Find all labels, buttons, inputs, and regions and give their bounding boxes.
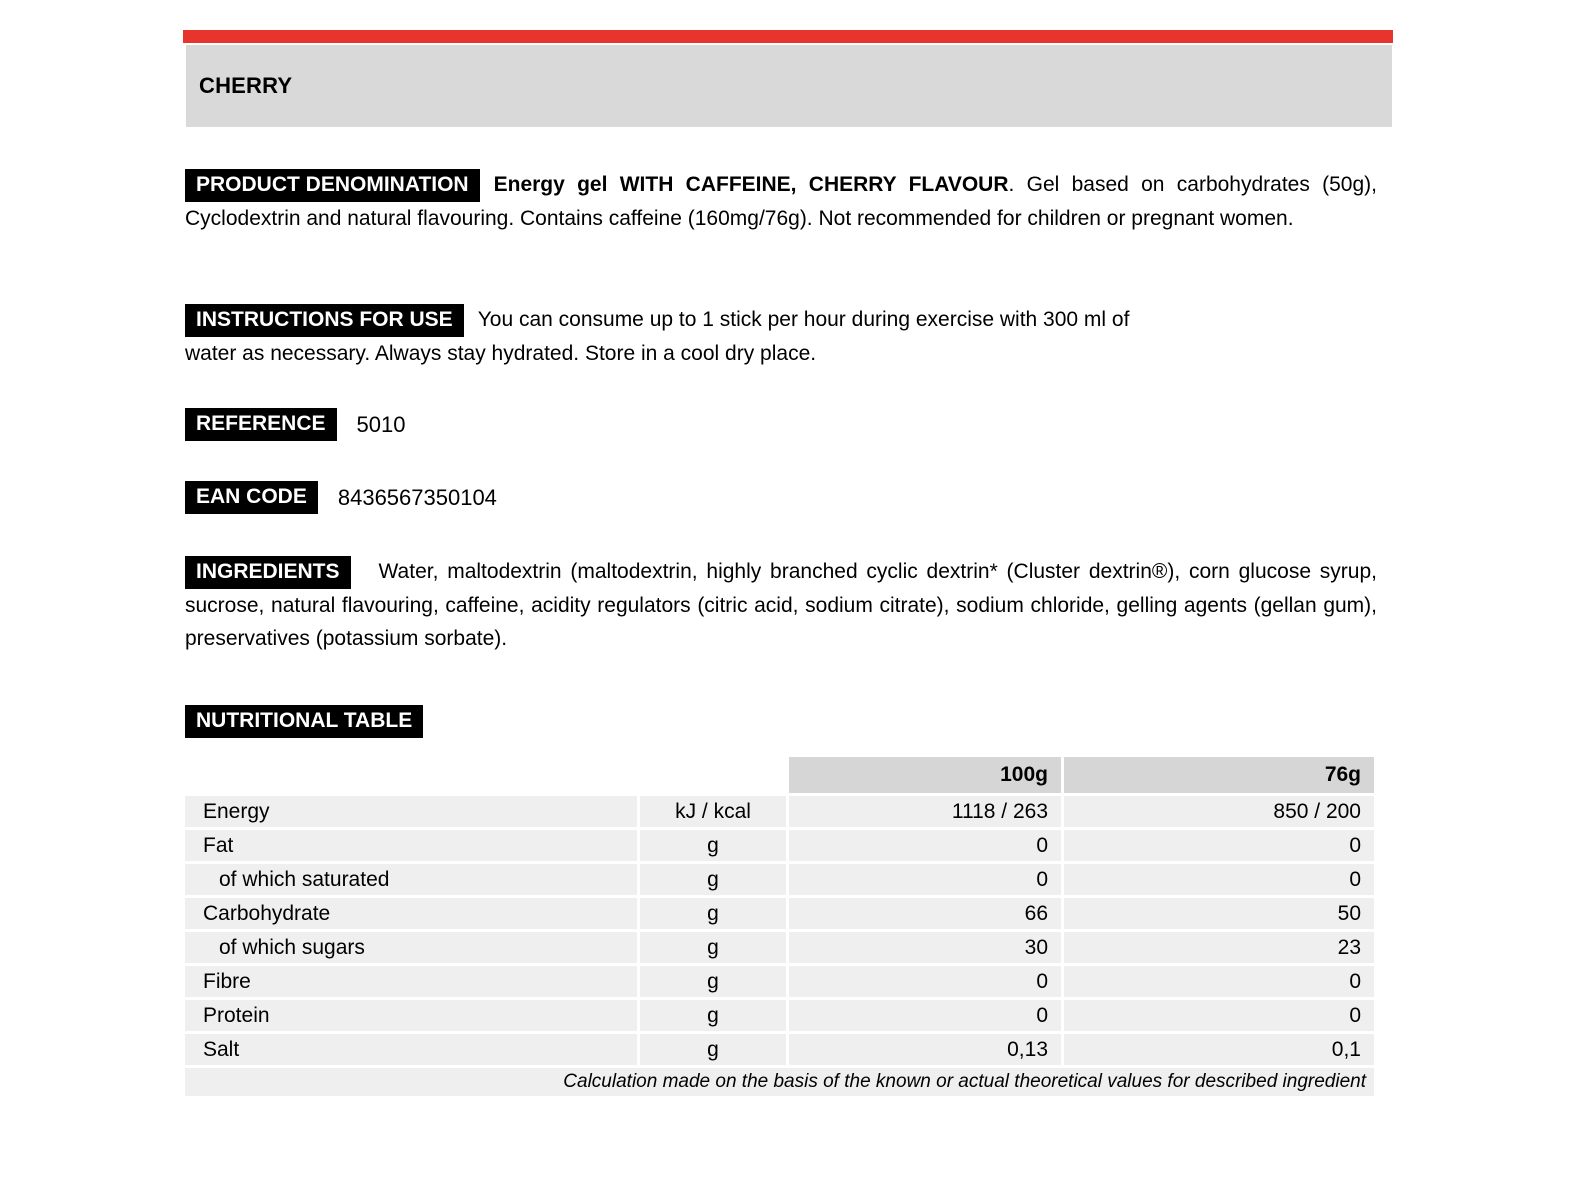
table-cell-unit: g	[640, 1000, 786, 1031]
reference-badge: REFERENCE	[185, 408, 337, 441]
table-header-100g: 100g	[789, 757, 1061, 793]
table-cell-per100: 0	[789, 830, 1061, 861]
table-cell-unit: g	[640, 830, 786, 861]
reference-section	[185, 408, 405, 441]
instructions-line-1: You can consume up to 1 stick per hour during exercise with 300 ml of	[477, 308, 1130, 331]
table-cell-per76: 0,1	[1064, 1034, 1374, 1065]
table-cell-per100: 66	[789, 898, 1061, 929]
table-cell-nutrient: Salt	[185, 1034, 637, 1065]
table-cell-unit: g	[640, 932, 786, 963]
table-cell-per100: 0	[789, 1000, 1061, 1031]
ingredients-badge: INGREDIENTS	[185, 556, 351, 589]
table-cell-per76: 0	[1064, 864, 1374, 895]
table-cell-per100: 0,13	[789, 1034, 1061, 1065]
nutritional-table-section	[185, 705, 423, 738]
table-cell-unit: g	[640, 966, 786, 997]
table-cell-nutrient: Carbohydrate	[185, 898, 637, 929]
table-cell-per76: 50	[1064, 898, 1374, 929]
table-cell-per100: 1118 / 263	[789, 796, 1061, 827]
table-cell-nutrient: Energy	[185, 796, 637, 827]
nutritional-table-badge: NUTRITIONAL TABLE	[185, 705, 423, 738]
ean-code-badge: EAN CODE	[185, 481, 318, 514]
table-cell-per76: 0	[1064, 1000, 1374, 1031]
table-cell-nutrient: Protein	[185, 1000, 637, 1031]
table-header-empty-nutrient	[185, 757, 637, 793]
table-cell-nutrient: Fibre	[185, 966, 637, 997]
table-cell-per76: 850 / 200	[1064, 796, 1374, 827]
table-cell-per100: 0	[789, 966, 1061, 997]
table-cell-nutrient: of which sugars	[185, 932, 637, 963]
table-cell-per76: 0	[1064, 966, 1374, 997]
instructions-line-2: water as necessary. Always stay hydrated. Store in a cool dry place.	[185, 342, 817, 365]
flavour-title: CHERRY	[199, 73, 293, 98]
ingredients-section	[185, 555, 1377, 655]
instructions-section	[185, 303, 1377, 370]
ean-code-value: 8436567350104	[337, 484, 497, 510]
table-cell-per100: 0	[789, 864, 1061, 895]
table-cell-per100: 30	[789, 932, 1061, 963]
product-denomination-badge: PRODUCT DENOMINATION	[185, 169, 480, 202]
table-cell-unit: kJ / kcal	[640, 796, 786, 827]
table-cell-unit: g	[640, 898, 786, 929]
nutrition-footnote: Calculation made on the basis of the known or actual theoretical values for described ingredient	[185, 1068, 1374, 1096]
ingredients-text: Water, maltodextrin (maltodextrin, highly branched cyclic dextrin* (Cluster dextrin®), corn glucose syrup, sucrose, natural flavouring, caffeine, acidity regulators (citric acid, sodium citrate), sodium chloride, gelling agents (gellan gum), preservatives (potassium sorbate).	[185, 560, 1377, 650]
table-cell-nutrient: of which saturated	[185, 864, 637, 895]
flavour-header-band	[186, 45, 1392, 127]
table-cell-nutrient: Fat	[185, 830, 637, 861]
table-cell-per76: 0	[1064, 830, 1374, 861]
table-cell-per76: 23	[1064, 932, 1374, 963]
instructions-badge: INSTRUCTIONS FOR USE	[185, 304, 464, 337]
table-cell-unit: g	[640, 864, 786, 895]
product-denomination-section	[185, 168, 1377, 235]
table-header-76g: 76g	[1064, 757, 1374, 793]
table-header-empty-unit	[640, 757, 786, 793]
top-accent-bar	[183, 30, 1393, 43]
product-denomination-text: . Gel based on carbohydrates (50g), Cyclodextrin and natural flavouring. Contains caffeine (160mg/76g). Not recommended for children or pregnant women.	[185, 173, 1377, 230]
table-cell-unit: g	[640, 1034, 786, 1065]
reference-value: 5010	[356, 411, 406, 437]
ean-code-section	[185, 481, 497, 514]
nutrition-table	[185, 757, 1377, 1096]
product-denomination-bold-text: Energy gel WITH CAFFEINE, CHERRY FLAVOUR	[493, 173, 1009, 196]
